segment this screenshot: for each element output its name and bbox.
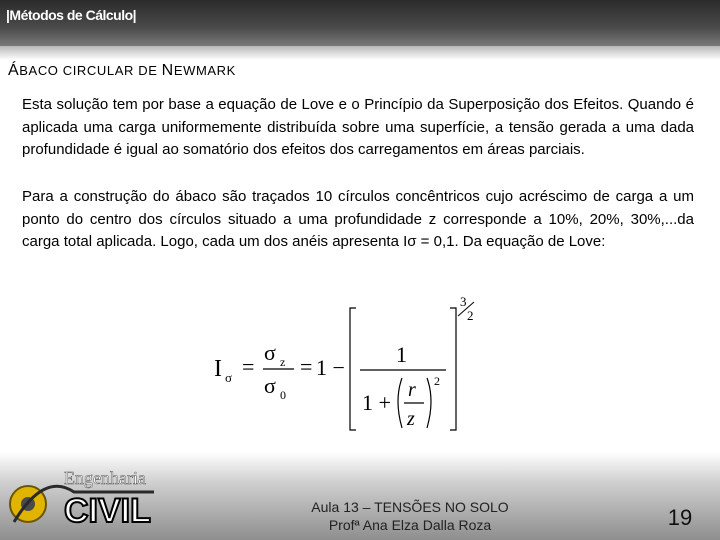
eq-equals-1: = — [242, 354, 255, 379]
section-title-initial-a: Á — [8, 62, 20, 79]
section-title-part2: EWMARK — [173, 63, 236, 78]
section-title — [8, 62, 236, 80]
eq-equals-2: = — [300, 354, 313, 379]
eq-right-paren — [427, 378, 431, 428]
eq-left-paren — [398, 378, 402, 428]
paragraph-2: Para a construção do ábaco são traçados 10 círculos concêntricos cujo acréscimo de carga a um ponto do centro dos círculos situado a uma profundidade z corresponde a 10%, 20%, 30%,...da carga total aplicada. Logo, cada um dos anéis apresenta Iσ = 0,1. Da equação de Love: — [22, 188, 694, 250]
eq-sigma-0: σ — [264, 373, 276, 398]
logo-text-top: Engenharia — [64, 468, 146, 488]
eq-I-sub: σ — [225, 370, 233, 385]
section-title-initial-n: N — [161, 62, 174, 79]
footer-line-1: Aula 13 – TENSÕES NO SOLO — [311, 499, 509, 515]
eq-sigma-z-sub: z — [280, 355, 286, 369]
header-title: |Métodos de Cálculo| — [6, 7, 137, 23]
eq-outer-exp-den: 2 — [467, 308, 474, 323]
section-title-part1: BACO CIRCULAR DE — [19, 63, 162, 78]
header-shadow — [0, 46, 720, 60]
page-number: 19 — [667, 505, 693, 530]
eq-left-bracket — [350, 308, 356, 430]
eq-one-minus: 1 − — [316, 355, 345, 380]
eq-one-plus: 1 + — [362, 390, 391, 415]
engenharia-civil-logo — [4, 462, 164, 536]
footer-caption — [260, 498, 560, 534]
eq-inner-exponent: 2 — [434, 374, 440, 388]
eq-z: z — [407, 408, 415, 430]
eq-sigma-0-sub: 0 — [280, 388, 286, 402]
header-bar — [0, 0, 720, 46]
logo-text-main: CIVIL — [64, 492, 151, 530]
love-equation — [210, 290, 510, 440]
eq-right-bracket — [450, 308, 456, 430]
eq-r: r — [408, 379, 416, 401]
eq-outer-exp-num: 3 — [460, 294, 467, 309]
eq-I: I — [214, 356, 222, 382]
eq-sigma-z: σ — [264, 340, 276, 365]
footer-line-2: Profª Ana Elza Dalla Roza — [328, 517, 492, 533]
eq-numerator: 1 — [396, 342, 407, 367]
paragraph-1: Esta solução tem por base a equação de Love e o Princípio da Superposição dos Efeitos. Quando é aplicada uma carga uniformemente distribuída sobre uma superfície, a tensão gerada a uma dada profundidade é igual ao somatório dos efeitos dos carregamentos em áreas parciais. — [22, 96, 694, 158]
